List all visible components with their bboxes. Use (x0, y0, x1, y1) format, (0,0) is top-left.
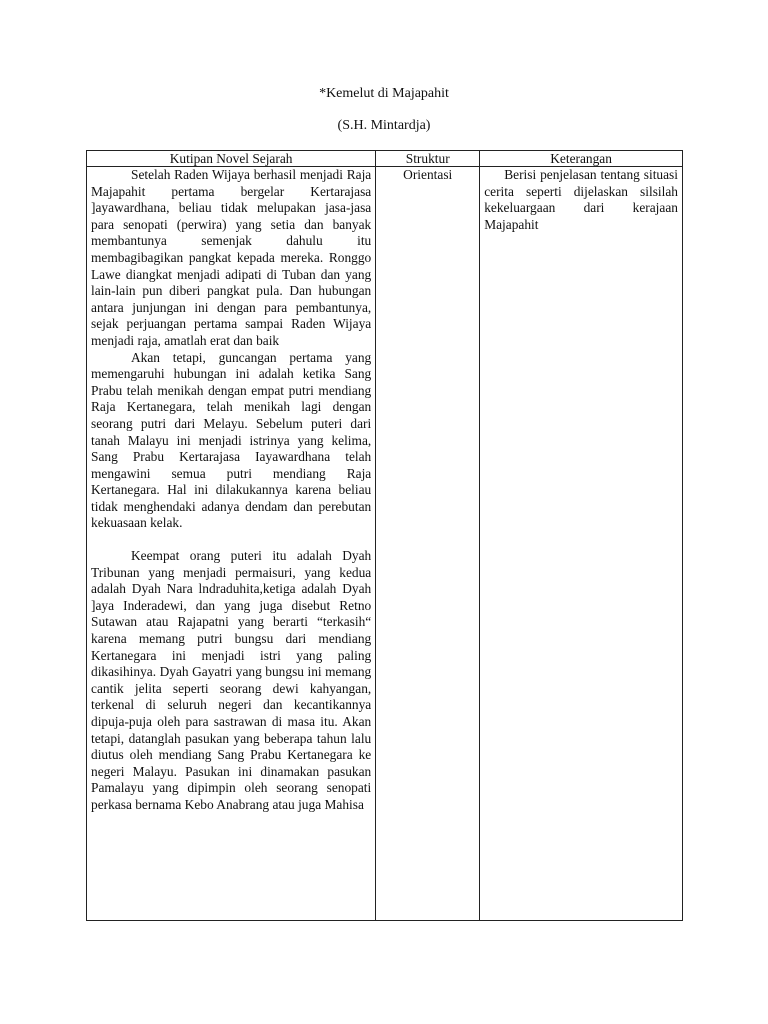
header-quote: Kutipan Novel Sejarah (87, 151, 376, 167)
table-row (87, 167, 683, 921)
note-text: Berisi penjelasan tentang situasi cerita seperti dijelaskan silsilah kekeluargaan dari kerajaan Majapahit (484, 167, 678, 232)
header-structure: Struktur (376, 151, 480, 167)
quote-paragraph-1: Setelah Raden Wijaya berhasil menjadi Raja Majapahit pertama bergelar Kertarajasa ]ayawardhana, beliau tidak melupakan jasa-jasa para senopati (perwira) yang setia dan banyak membantunya semenjak dahulu itu membagibagikan pangkat kepada mereka. Ronggo Lawe diangkat menjadi adipati di Tuban dan yang lain-lain pun diberi pangkat pula. Dan hubungan antara junjungan ini dengan para pembantunya, sejak perjuangan pertama sampai Raden Wijaya menjadi raja, amatlah erat dan baik (91, 167, 372, 348)
table-header-row (87, 151, 683, 167)
document-author: (S.H. Mintardja) (337, 118, 431, 133)
structure-cell: Orientasi (376, 167, 480, 921)
quote-paragraph-3: Keempat orang puteri itu adalah Dyah Tribunan yang menjadi permaisuri, yang kedua adalah Dyah Nara lndraduhita,ketiga adalah Dyah ]aya Inderadewi, dan yang juga disebut Retno Sutawan atau Rajapatni yang berarti “terkasih“ karena memang putri bungsu dari mendiang Kertanegara ini menjadi istri yang paling dikasihinya. Dyah Gayatri yang bungsu ini memang cantik jelita seperti seorang dewi kahyangan, terkenal di seluruh negeri dan kecantikannya dipuja-puja oleh para sastrawan di masa itu. Akan tetapi, datanglah pasukan yang beberapa tahun lalu diutus oleh mendiang Sang Prabu Kertanegara ke negeri Malayu. Pasukan ini dinamakan pasukan Pamalayu yang dipimpin oleh seorang senopati perkasa bernama Kebo Anabrang atau juga Mahisa (91, 548, 372, 812)
document-title: *Kemelut di Majapahit (319, 86, 449, 101)
note-cell (480, 167, 683, 921)
quote-cell (87, 167, 376, 921)
header-note: Keterangan (480, 151, 683, 167)
quote-paragraph-2: Akan tetapi, guncangan pertama yang memengaruhi hubungan ini adalah ketika Sang Prabu telah menikah dengan empat putri mendiang Raja Kertanegara, telah menikah lagi dengan seorang putri dari Melayu. Sebelum puteri dari tanah Malayu ini menjadi istrinya yang kelima, Sang Prabu Kertarajasa Iayawardhana telah mengawini semua putri mendiang Raja Kertanegara. Hal ini dilakukannya karena beliau tidak menghendaki adanya dendam dan perebutan kekuasaan kelak. (91, 349, 372, 531)
analysis-table (86, 150, 683, 921)
